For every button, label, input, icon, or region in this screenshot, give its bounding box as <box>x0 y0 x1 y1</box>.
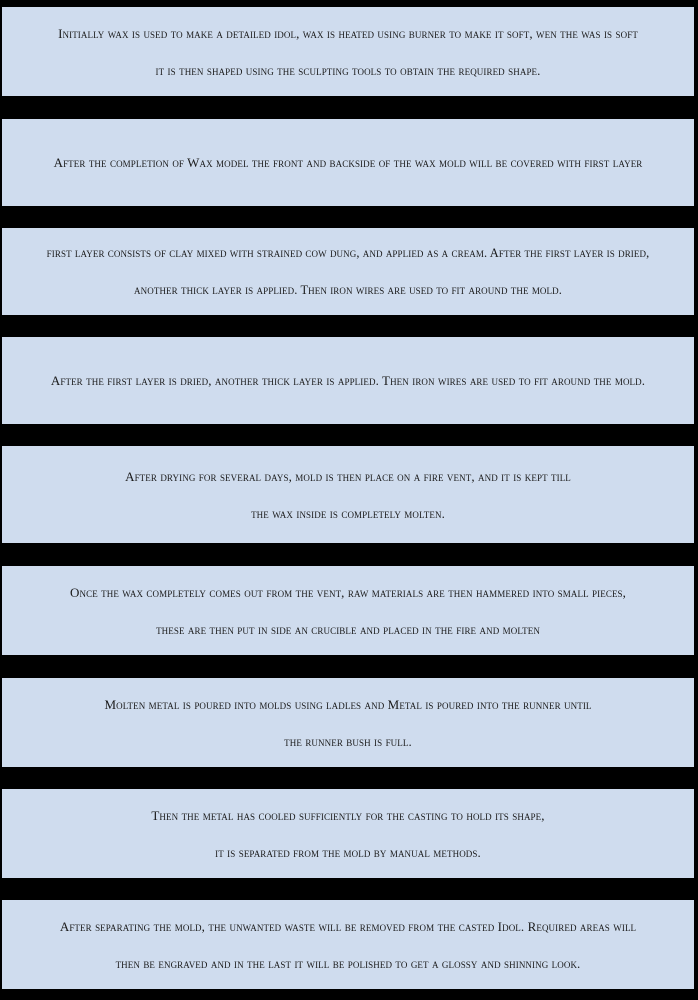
step-1-line-1: Initially wax is used to make a detailed idol, wax is heated using burner to make it soft, wen the was is soft <box>58 25 638 41</box>
step-1-panel <box>2 7 694 96</box>
step-2-panel <box>2 119 694 206</box>
step-2-line-1: After the completion of Wax model the front and backside of the wax mold will be covered with first layer <box>53 155 643 170</box>
step-8-line-2: it is separated from the mold by manual methods. <box>215 844 481 860</box>
step-5-panel <box>2 446 694 543</box>
step-9-line-1: After separating the mold, the unwanted waste will be removed from the casted Idol. Required areas will <box>59 918 637 934</box>
step-4-panel <box>2 337 694 424</box>
step-7-line-2: the runner bush is full. <box>284 733 412 749</box>
step-4-line-1: After the first layer is dried, another thick layer is applied. Then iron wires are used to fit around the mold. <box>50 373 646 388</box>
step-8-line-1: Then the metal has cooled sufficiently for the casting to hold its shape, <box>151 807 545 823</box>
step-1-line-2: it is then shaped using the sculpting tools to obtain the required shape. <box>155 62 541 78</box>
step-7-line-1: Molten metal is poured into molds using ladles and Metal is poured into the runner until <box>104 696 592 712</box>
step-9-panel <box>2 900 694 989</box>
step-9-line-2: then be engraved and in the last it will be polished to get a glossy and shinning look. <box>115 955 581 971</box>
step-5-line-1: After drying for several days, mold is then place on a fire vent, and it is kept till <box>125 468 571 484</box>
step-6-panel <box>2 566 694 655</box>
step-6-line-1: Once the wax completely comes out from the vent, raw materials are then hammered into small pieces, <box>70 584 626 600</box>
step-3-line-2: another thick layer is applied. Then iron wires are used to fit around the mold. <box>134 282 562 297</box>
step-5-line-2: the wax inside is completely molten. <box>251 505 445 521</box>
step-3-panel <box>2 228 694 315</box>
step-6-line-2: these are then put in side an crucible and placed in the fire and molten <box>156 621 540 637</box>
step-7-panel <box>2 678 694 767</box>
step-3-line-1: first layer consists of clay mixed with strained cow dung, and applied as a cream. After the first layer is dried, <box>46 246 650 260</box>
step-8-panel <box>2 789 694 878</box>
